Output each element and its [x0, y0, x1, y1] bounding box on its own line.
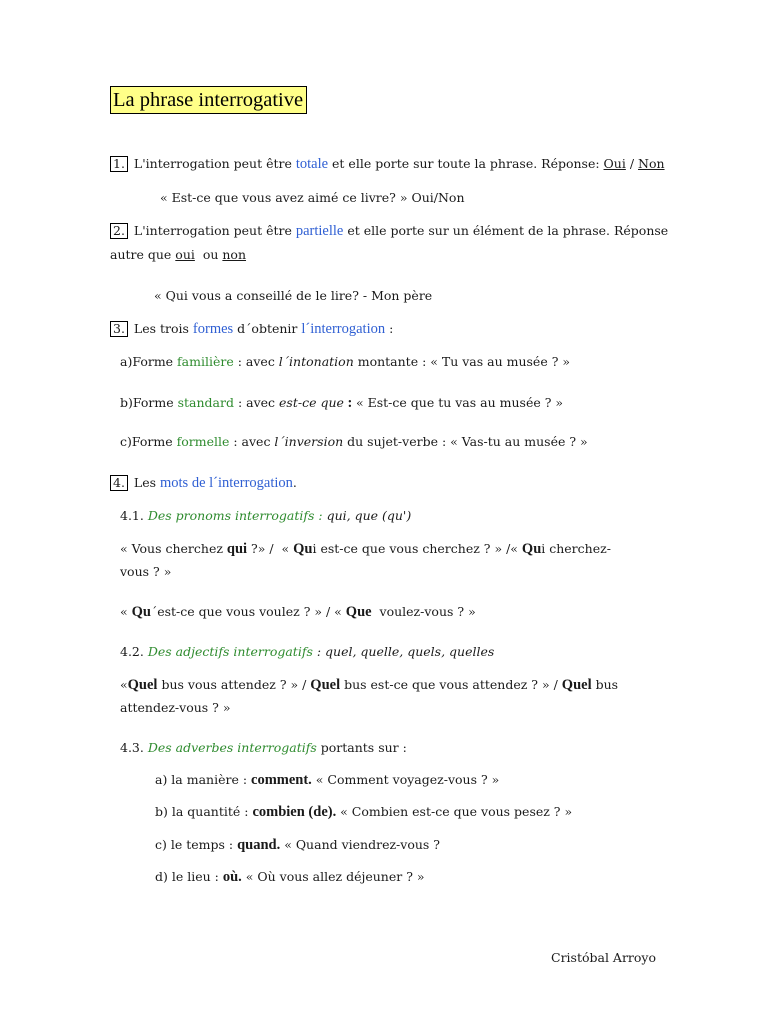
text: d) le lieu : — [155, 869, 223, 884]
adjectifs-heading: Des adjectifs interrogatifs — [147, 644, 313, 659]
form-standard: standard — [177, 395, 234, 410]
subsection-4-3 — [120, 740, 407, 755]
text: b)Forme — [120, 395, 178, 410]
text: portants sur : — [316, 740, 407, 755]
bold-qui: qui — [226, 541, 248, 557]
text: c)Forme — [120, 434, 177, 449]
text: « Quand viendrez-vous ? — [280, 837, 441, 852]
bold-quel: Quel — [561, 677, 592, 693]
section-number: 4. — [110, 475, 128, 491]
text: du sujet-verbe : « Vas-tu au musée ? » — [343, 434, 588, 449]
text: 4.1. — [120, 508, 148, 523]
section-number: 3. — [110, 321, 128, 337]
text: ´est-ce que vous voulez ? » / « — [150, 604, 346, 619]
text: i est-ce que vous cherchez ? » /« — [312, 541, 522, 556]
text: bus — [591, 677, 619, 692]
text: 4.3. — [120, 740, 148, 755]
example-4-1-a — [120, 541, 611, 558]
text: ?» / « — [247, 541, 294, 556]
text: : — [385, 321, 394, 336]
adverbe-c — [155, 837, 440, 854]
adverbe-d — [155, 869, 425, 886]
form-c — [120, 434, 588, 449]
subsection-4-2 — [120, 644, 494, 659]
text: « Où vous allez déjeuner ? » — [241, 869, 425, 884]
answer-oui: oui — [175, 247, 195, 262]
inversion: l´inversion — [274, 434, 344, 449]
text: . — [292, 475, 297, 490]
answer-oui: Oui — [603, 156, 626, 171]
text: 4.2. — [120, 644, 148, 659]
page-title: La phrase interrogative — [110, 86, 307, 114]
section-2-line-2 — [110, 247, 246, 262]
text: : avec — [233, 354, 279, 369]
text: Les — [129, 475, 160, 490]
text: b) la quantité : — [155, 804, 253, 819]
bold-comment: comment. — [251, 772, 312, 788]
keyword-interrogation: l´interrogation — [301, 321, 386, 337]
text: « Combien est-ce que vous pesez ? » — [336, 804, 573, 819]
keyword-partielle: partielle — [295, 223, 344, 239]
text: i cherchez- — [541, 541, 611, 556]
example-1: « Est-ce que vous avez aimé ce livre? » Oui/Non — [160, 190, 465, 205]
answer-non: Non — [638, 156, 665, 171]
section-number: 2. — [110, 223, 128, 239]
form-familiere: familière — [177, 354, 234, 369]
subsection-4-1 — [120, 508, 411, 523]
author-name: Cristóbal Arroyo — [551, 950, 657, 965]
bold-quel: Quel — [127, 677, 158, 693]
text: « — [120, 677, 128, 692]
text: : avec — [233, 395, 280, 410]
text: qui, que (qu') — [326, 508, 412, 523]
pronoms-heading: Des pronoms interrogatifs : — [147, 508, 327, 523]
text: « — [120, 604, 132, 619]
text: et elle porte sur un élément de la phrase. Réponse — [343, 223, 669, 238]
text: bus est-ce que vous attendez ? » / — [340, 677, 562, 692]
est-ce-que: est-ce que — [279, 395, 344, 410]
bold-qu: Qu — [293, 541, 313, 557]
text: « Comment voyagez-vous ? » — [311, 772, 500, 787]
keyword-totale: totale — [295, 156, 329, 172]
text: ou — [194, 247, 223, 262]
bold-ou: où. — [222, 869, 242, 885]
text: montante : « Tu vas au musée ? » — [353, 354, 571, 369]
text: a) la manière : — [155, 772, 252, 787]
section-1-line — [110, 156, 665, 173]
example-2: « Qui vous a conseillé de le lire? - Mon père — [154, 288, 433, 303]
text: voulez-vous ? » — [371, 604, 476, 619]
bold-qu: Qu — [521, 541, 542, 557]
example-4-2 — [120, 677, 618, 694]
example-4-2-cont: attendez-vous ? » — [120, 700, 231, 715]
text: autre que — [110, 247, 176, 262]
keyword-formes: formes — [192, 321, 234, 337]
text: a)Forme — [120, 354, 178, 369]
text: Les trois — [129, 321, 193, 336]
form-formelle: formelle — [176, 434, 230, 449]
section-2-line — [110, 223, 668, 240]
text: : quel, quelle, quels, quelles — [312, 644, 495, 659]
adverbes-heading: Des adverbes interrogatifs — [147, 740, 317, 755]
example-4-1-a-cont: vous ? » — [120, 564, 172, 579]
text: L'interrogation peut être — [129, 156, 296, 171]
keyword-mots: mots de l´interrogation — [160, 475, 293, 491]
section-number: 1. — [110, 156, 128, 172]
intonation: l´intonation — [278, 354, 354, 369]
bold-qu: Qu — [131, 604, 151, 620]
bold-quel: Quel — [310, 677, 341, 693]
form-a — [120, 354, 570, 369]
text: « Vous cherchez — [120, 541, 227, 556]
form-b — [120, 395, 563, 412]
text: et elle porte sur toute la phrase. Réponse: — [328, 156, 604, 171]
adverbe-a — [155, 772, 499, 789]
answer-non: non — [222, 247, 247, 262]
bold-quand: quand. — [237, 837, 281, 853]
text: : — [343, 395, 356, 411]
text: L'interrogation peut être — [129, 223, 296, 238]
bold-combien: combien (de). — [252, 804, 337, 820]
adverbe-b — [155, 804, 572, 821]
text: / — [625, 156, 639, 171]
text: d´obtenir — [233, 321, 302, 336]
text: bus vous attendez ? » / — [157, 677, 311, 692]
section-4-line — [110, 475, 297, 492]
text: « Est-ce que tu vas au musée ? » — [356, 395, 564, 410]
section-3-line — [110, 321, 393, 338]
text: : avec — [229, 434, 275, 449]
example-4-1-b — [120, 604, 476, 621]
text: c) le temps : — [155, 837, 238, 852]
bold-que: Que — [345, 604, 372, 620]
